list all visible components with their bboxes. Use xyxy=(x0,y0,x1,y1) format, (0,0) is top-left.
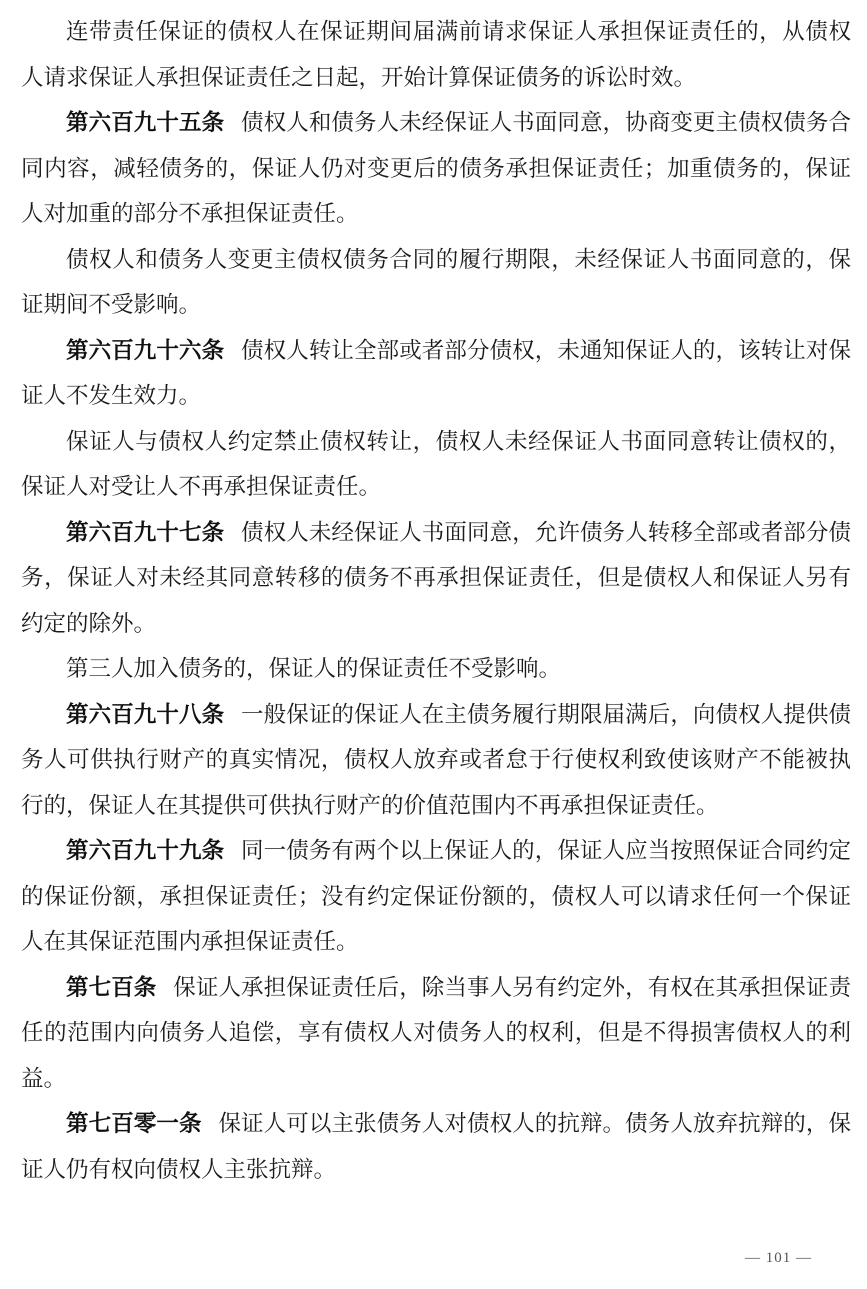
paragraph-text: 债权人未经保证人书面同意，允许债务人转移全部或者部分债务，保证人对未经其同意转移的债务不再承担保证责任，但是债权人和保证人另有约定的除外。 xyxy=(21,519,851,637)
article-number: 第六百九十九条 xyxy=(66,838,225,864)
paragraph-9 xyxy=(21,829,851,966)
paragraph-8 xyxy=(21,693,851,830)
paragraph-1 xyxy=(21,10,851,101)
paragraph-6 xyxy=(21,511,851,648)
paragraph-7 xyxy=(21,647,851,693)
paragraph-text: 债权人转让全部或者部分债权，未通知保证人的，该转让对保证人不发生效力。 xyxy=(21,337,851,409)
page-number: — 101 — xyxy=(745,1250,812,1266)
paragraph-2 xyxy=(21,101,851,238)
paragraph-text: 保证人承担保证责任后，除当事人另有约定外，有权在其承担保证责任的范围内向债务人追偿，享有债权人对债务人的权利，但是不得损害债权人的利益。 xyxy=(21,974,851,1092)
paragraph-text: 债权人和债务人未经保证人书面同意，协商变更主债权债务合同内容，减轻债务的，保证人仍对变更后的债务承担保证责任；加重债务的，保证人对加重的部分不承担保证责任。 xyxy=(21,110,851,227)
paragraph-5 xyxy=(21,420,851,511)
paragraph-text: 保证人可以主张债务人对债权人的抗辩。债务人放弃抗辩的，保证人仍有权向债权人主张抗辩。 xyxy=(21,1111,851,1183)
document-page xyxy=(21,10,851,1193)
paragraph-text: 连带责任保证的债权人在保证期间届满前请求保证人承担保证责任的，从债权人请求保证人承担保证责任之日起，开始计算保证债务的诉讼时效。 xyxy=(21,19,851,91)
article-number: 第七百条 xyxy=(66,974,157,1001)
paragraph-4 xyxy=(21,329,851,420)
article-number: 第六百九十八条 xyxy=(66,701,225,728)
paragraph-text: 保证人与债权人约定禁止债权转让，债权人未经保证人书面同意转让债权的，保证人对受让人不再承担保证责任。 xyxy=(21,428,851,500)
paragraph-10 xyxy=(21,966,851,1103)
paragraph-11 xyxy=(21,1102,851,1193)
paragraph-text: 一般保证的保证人在主债务履行期限届满后，向债权人提供债务人可供执行财产的真实情况，债权人放弃或者怠于行使权利致使该财产不能被执行的，保证人在其提供可供执行财产的价值范围内不再承担保证责任。 xyxy=(21,701,851,819)
paragraph-text: 同一债务有两个以上保证人的，保证人应当按照保证合同约定的保证份额，承担保证责任；没有约定保证份额的，债权人可以请求任何一个保证人在其保证范围内承担保证责任。 xyxy=(21,838,851,955)
article-number: 第六百九十七条 xyxy=(66,519,225,546)
article-number: 第六百九十六条 xyxy=(66,337,225,364)
article-number: 第六百九十五条 xyxy=(66,110,225,136)
paragraph-3 xyxy=(21,238,851,329)
paragraph-text: 第三人加入债务的，保证人的保证责任不受影响。 xyxy=(66,656,562,682)
article-number: 第七百零一条 xyxy=(66,1111,202,1137)
paragraph-text: 债权人和债务人变更主债权债务合同的履行期限，未经保证人书面同意的，保证期间不受影响。 xyxy=(21,246,851,318)
